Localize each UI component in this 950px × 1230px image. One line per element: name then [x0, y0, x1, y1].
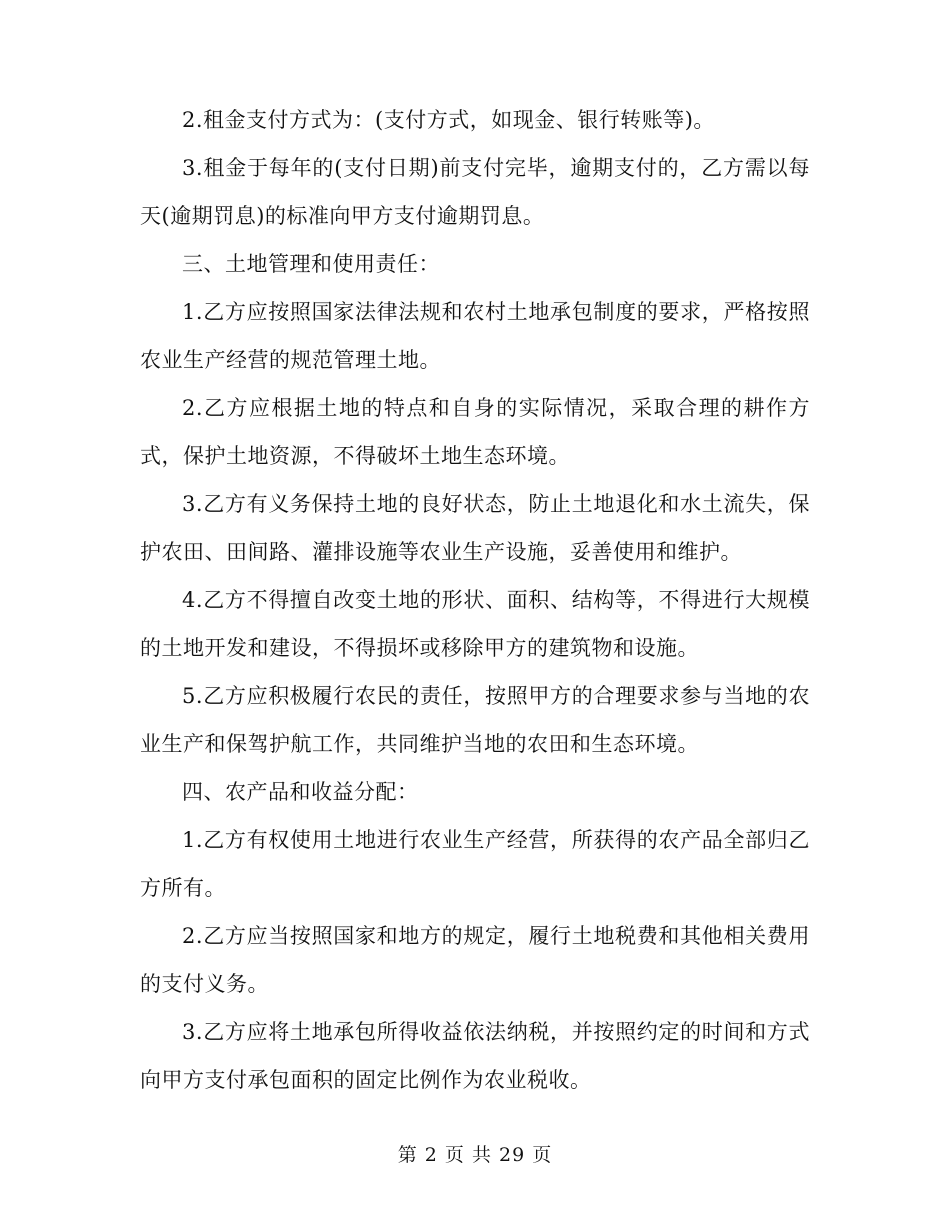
section-heading-land-management: 三、土地管理和使用责任：: [182, 252, 440, 276]
paragraph-land-management-4: 4.乙方不得擅自改变土地的形状、面积、结构等，不得进行大规模的土地开发和建设，不得损坏或移除甲方的建筑物和设施。: [140, 588, 810, 660]
paragraph-rent-payment-method: 2.租金支付方式为：(支付方式，如现金、银行转账等)。: [182, 108, 715, 132]
paragraph-land-management-3: 3.乙方有义务保持土地的良好状态，防止土地退化和水土流失，保护农田、田间路、灌排设施等农业生产设施，妥善使用和维护。: [140, 492, 810, 564]
paragraph-produce-income-2: 2.乙方应当按照国家和地方的规定，履行土地税费和其他相关费用的支付义务。: [140, 924, 810, 996]
section-heading-produce-income: 四、农产品和收益分配：: [182, 780, 419, 804]
paragraph-rent-payment-deadline: 3.租金于每年的(支付日期)前支付完毕，逾期支付的，乙方需以每天(逾期罚息)的标准向甲方支付逾期罚息。: [140, 156, 810, 228]
paragraph-land-management-5: 5.乙方应积极履行农民的责任，按照甲方的合理要求参与当地的农业生产和保驾护航工作，共同维护当地的农田和生态环境。: [140, 684, 810, 756]
document-body: [140, 96, 810, 1104]
paragraph-produce-income-3: 3.乙方应将土地承包所得收益依法纳税，并按照约定的时间和方式向甲方支付承包面积的固定比例作为农业税收。: [140, 1020, 810, 1092]
page-number-footer: 第 2 页 共 29 页: [397, 1144, 553, 1166]
paragraph-land-management-1: 1.乙方应按照国家法律法规和农村土地承包制度的要求，严格按照农业生产经营的规范管理土地。: [140, 300, 810, 372]
paragraph-land-management-2: 2.乙方应根据土地的特点和自身的实际情况，采取合理的耕作方式，保护土地资源，不得破坏土地生态环境。: [140, 396, 810, 468]
paragraph-produce-income-1: 1.乙方有权使用土地进行农业生产经营，所获得的农产品全部归乙方所有。: [140, 828, 810, 900]
